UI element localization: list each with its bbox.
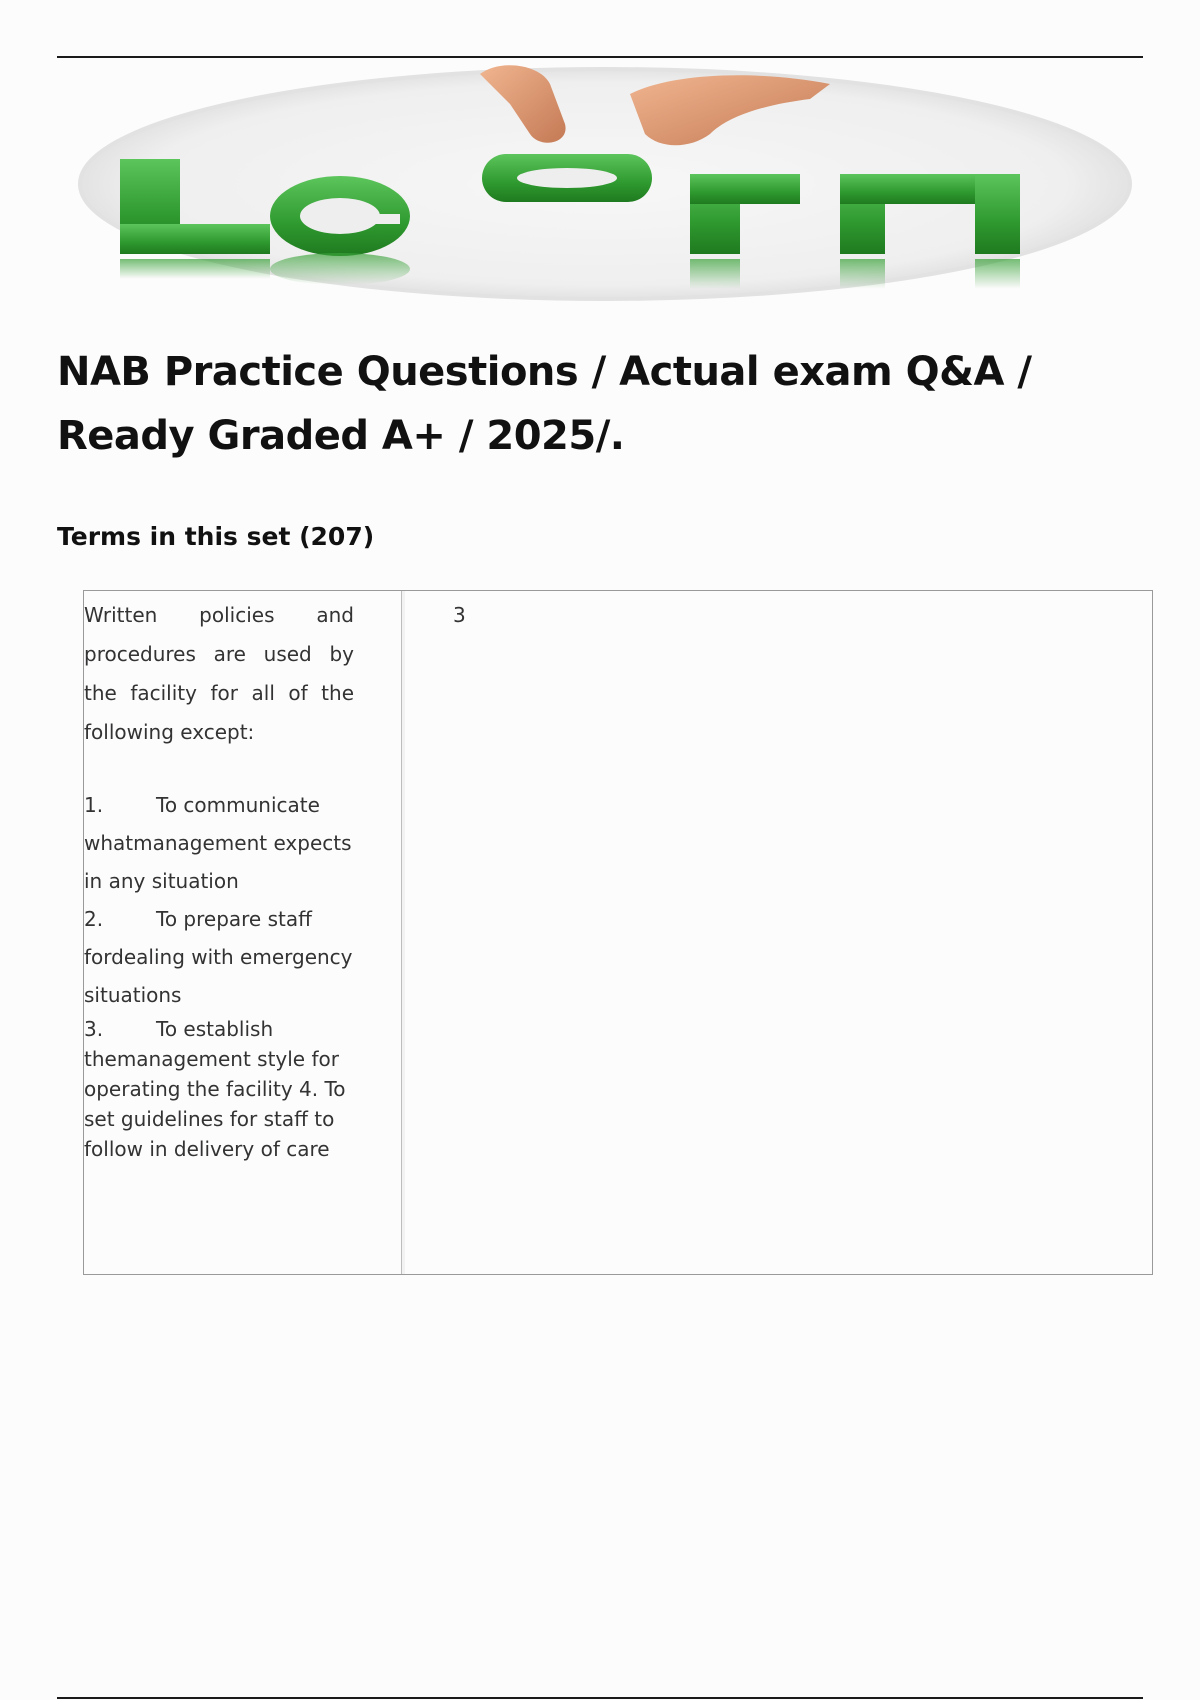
learn-banner-image: [70, 64, 1140, 324]
bottom-rule: [57, 1697, 1143, 1699]
option-item: [84, 786, 354, 900]
option-number: 3.: [84, 1017, 104, 1041]
option-text: To establish themanagement style for operating the facility 4. To set guidelines for staff to follow in delivery of care: [84, 1017, 346, 1161]
answer-options: [84, 786, 354, 1164]
definition-cell: [402, 591, 1152, 1274]
answer-value: 3: [453, 603, 466, 627]
top-rule: [57, 56, 1143, 58]
title-line-2: Ready Graded A+ / 2025/.: [57, 413, 625, 459]
question-stem: Written policies and procedures are used by the facility for all of the following except:: [84, 603, 354, 744]
term-cell: [84, 591, 402, 1274]
title-line-1: NAB Practice Questions / Actual exam Q&A /: [57, 349, 1032, 395]
option-item: [84, 1014, 354, 1164]
option-text: To communicate whatmanagement expects in any situation: [84, 793, 352, 893]
option-item: [84, 900, 354, 1014]
option-text: To prepare staff fordealing with emergency situations: [84, 907, 353, 1007]
flashcard-table: [83, 590, 1153, 1275]
option-number: 2.: [84, 907, 104, 931]
terms-heading: Terms in this set (207): [57, 522, 375, 551]
document-title: [57, 340, 1107, 468]
option-number: 1.: [84, 793, 104, 817]
